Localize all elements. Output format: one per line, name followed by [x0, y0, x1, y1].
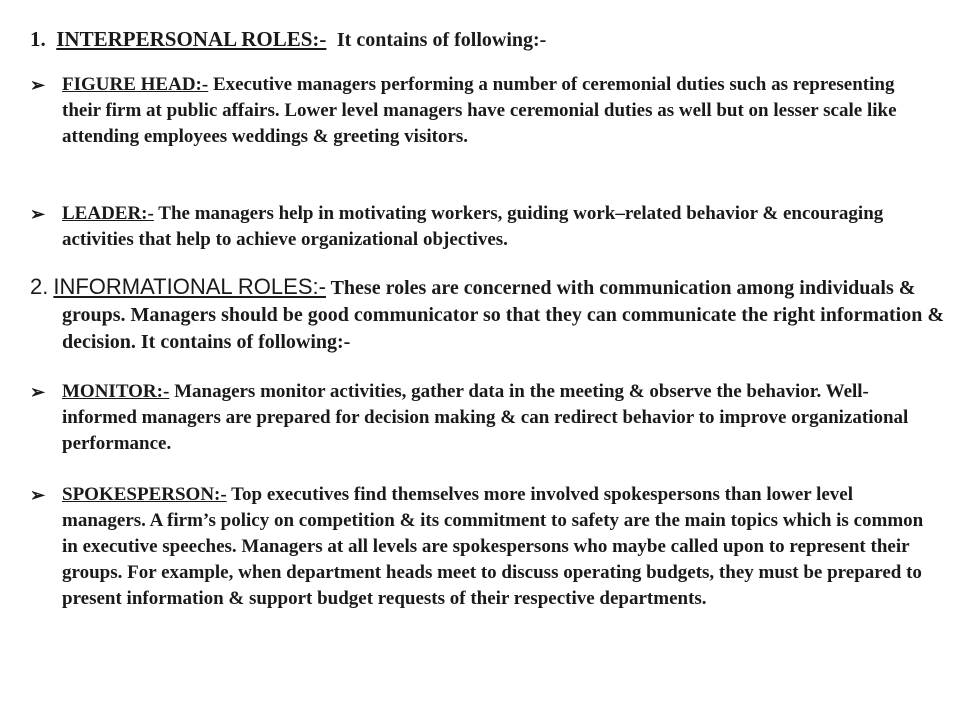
item-term: FIGURE HEAD:-	[62, 74, 209, 95]
list-item-monitor	[30, 379, 935, 457]
item-body	[62, 482, 935, 612]
section-heading-informational	[30, 273, 960, 356]
section-term: INFORMATIONAL ROLES:-	[53, 274, 326, 299]
item-body	[62, 379, 935, 457]
item-text: Top executives find themselves more involved spokespersons than lower level managers. A firm’s policy on competition & its commitment to safety are the main topics which is common in executive speeches. Managers at all levels are spokespersons who maybe called upon to represent their groups. For example, when department heads meet to discuss operating budgets, they must be prepared to present information & support budget requests of their respective departments.	[62, 484, 924, 609]
item-text: Managers monitor activities, gather data in the meeting & observe the behavior. Well-informed managers are prepared for decision making & can redirect behavior to improve organizational performance.	[62, 381, 909, 454]
item-body	[62, 201, 935, 253]
arrow-bullet-icon: ➢	[30, 75, 46, 95]
section-term: INTERPERSONAL ROLES:-	[56, 27, 327, 51]
section-heading-interpersonal	[30, 26, 546, 53]
list-item-spokesperson	[30, 482, 935, 612]
item-term: SPOKESPERSON:-	[62, 484, 227, 505]
section-number: 1.	[30, 27, 46, 51]
section-intro: It contains of following:-	[336, 29, 547, 51]
arrow-bullet-icon: ➢	[30, 485, 46, 505]
item-term: LEADER:-	[62, 203, 154, 224]
item-text: Executive managers performing a number of ceremonial duties such as representing their firm at public affairs. Lower level managers have ceremonial duties as well but on lesser scale like attending employees weddings & greeting visitors.	[62, 74, 897, 147]
arrow-bullet-icon: ➢	[30, 382, 46, 402]
list-item-leader	[30, 201, 935, 253]
section-intro: These roles are concerned with communication among individuals & groups. Managers should be good communicator so that they can communicate the right information & decision. It contains of following:-	[62, 277, 945, 353]
item-text: The managers help in motivating workers, guiding work–related behavior & encouraging activities that help to achieve organizational objectives.	[62, 203, 884, 250]
section-number: 2.	[30, 274, 49, 299]
arrow-bullet-icon: ➢	[30, 204, 46, 224]
list-item-figure-head	[30, 72, 935, 150]
item-term: MONITOR:-	[62, 381, 170, 402]
item-body	[62, 72, 935, 150]
